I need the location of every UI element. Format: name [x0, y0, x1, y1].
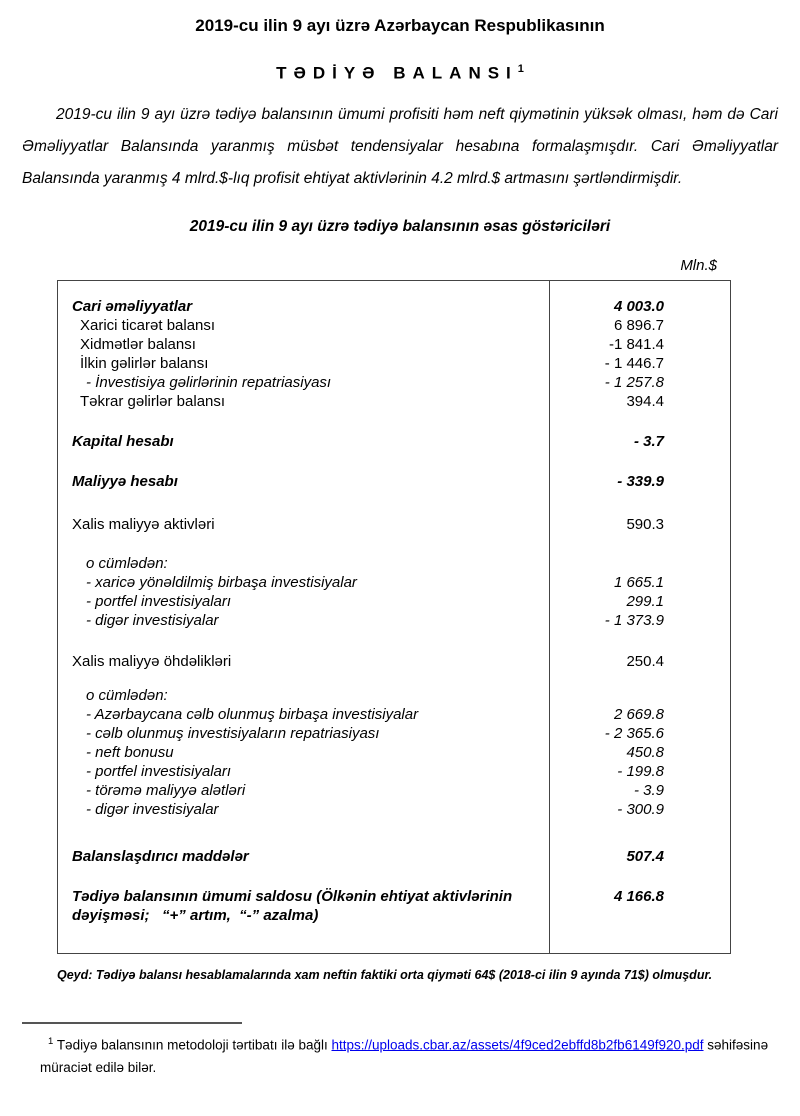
footnote-link[interactable]: https://uploads.cbar.az/assets/4f9ced2ebffd8b2fb6149f920.pdf — [331, 1037, 704, 1053]
page-subtitle — [0, 63, 800, 84]
balance-table — [57, 280, 731, 954]
table-row — [58, 743, 730, 762]
table-row — [58, 472, 730, 491]
table-spacer — [58, 451, 730, 472]
footnote-separator — [22, 1022, 242, 1024]
row-value: - 199.8 — [617, 762, 664, 780]
table-row — [58, 887, 730, 953]
row-value: 507.4 — [626, 847, 664, 865]
table-spacer — [58, 866, 730, 887]
table-row — [58, 652, 730, 671]
row-label: Cari əməliyyatlar — [58, 281, 550, 316]
table-row — [58, 335, 730, 354]
spacer-label-cell — [58, 411, 550, 432]
row-label: - digər investisiyalar — [58, 800, 550, 819]
table-row — [58, 847, 730, 866]
intro-paragraph: 2019-cu ilin 9 ayı üzrə tədiyə balansının ümumi profisiti həm neft qiymətinin yüksək olması, həm də Cari Əməliyyatlar Balansında yaranmış müsbət tendensiyalar hesabına formalaşmışdır. Cari Əməliyyatlar Balansında yaranmış 4 mlrd.$-lıq profisit ehtiyat aktivlərinin 4.2 mlrd.$ artmasını şərtləndirmişdir. — [22, 105, 778, 187]
table-row — [58, 554, 730, 573]
note-text: Qeyd: Tədiyə balansı hesablamalarında xam neftin faktiki orta qiyməti 64$ (2018-ci ilin 9 ayında 71$) olmuşdur. — [57, 967, 713, 982]
row-value: 6 896.7 — [613, 316, 664, 334]
title-footnote-ref: 1 — [517, 63, 524, 75]
row-value: -1 841.4 — [608, 335, 664, 353]
row-value: 1 665.1 — [613, 573, 664, 591]
row-value — [550, 554, 730, 573]
row-label: - portfel investisiyaları — [58, 762, 550, 781]
spacer-label-cell — [58, 534, 550, 554]
spacer-value-cell — [550, 534, 730, 554]
table-row — [58, 686, 730, 705]
footnote-line — [40, 1030, 770, 1080]
row-label: - digər investisiyalar — [58, 611, 550, 630]
table-spacer — [58, 491, 730, 515]
row-label: Xalis maliyyə aktivləri — [58, 515, 550, 534]
row-value: - 300.9 — [617, 800, 664, 818]
row-label: Balanslaşdırıcı maddələr — [58, 847, 550, 866]
row-label: Xarici ticarət balansı — [58, 316, 550, 335]
footnote-ref: 1 — [48, 1035, 54, 1047]
table-row — [58, 515, 730, 534]
row-label: - xaricə yönəldilmiş birbaşa investisiyalar — [58, 573, 550, 592]
row-label: Kapital hesabı — [58, 432, 550, 451]
table-row — [58, 705, 730, 724]
spacer-value-cell — [550, 866, 730, 887]
spacer-label-cell — [58, 866, 550, 887]
row-value: - 2 365.6 — [604, 724, 664, 742]
spacer-value-cell — [550, 411, 730, 432]
spacer-value-cell — [550, 819, 730, 847]
row-label: - İnvestisiya gəlirlərinin repatriasiyası — [58, 373, 550, 392]
row-value: 4 003.0 — [613, 297, 664, 315]
table-row — [58, 592, 730, 611]
table-row — [58, 781, 730, 800]
row-value: 250.4 — [626, 652, 664, 670]
table-row — [58, 316, 730, 335]
row-value: 450.8 — [626, 743, 664, 761]
row-value: 4 166.8 — [613, 887, 664, 905]
footnote — [40, 1030, 770, 1080]
spacer-label-cell — [58, 671, 550, 686]
table-row — [58, 373, 730, 392]
spacer-value-cell — [550, 491, 730, 515]
spacer-value-cell — [550, 671, 730, 686]
footnote-text-after: səhifəsinə müraciət edilə bilər. — [40, 1037, 769, 1076]
row-label: - Azərbaycana cəlb olunmuş birbaşa investisiyalar — [58, 705, 550, 724]
row-label: Maliyyə hesabı — [58, 472, 550, 491]
table-row — [58, 611, 730, 630]
table-row — [58, 281, 730, 316]
table-row — [58, 724, 730, 743]
row-label: Xidmətlər balansı — [58, 335, 550, 354]
spacer-label-cell — [58, 451, 550, 472]
row-value: - 339.9 — [617, 472, 664, 490]
table-row — [58, 800, 730, 819]
row-label: İlkin gəlirlər balansı — [58, 354, 550, 373]
row-label: o cümlədən: — [58, 686, 550, 705]
spacer-label-cell — [58, 491, 550, 515]
row-label: - neft bonusu — [58, 743, 550, 762]
table-row — [58, 762, 730, 781]
table-row — [58, 432, 730, 451]
footnote-text-before: Tədiyə balansının metodoloji tərtibatı ilə bağlı — [56, 1037, 332, 1053]
page-title: 2019-cu ilin 9 ayı üzrə Azərbaycan Respublikasının — [195, 16, 605, 35]
row-value: - 1 373.9 — [604, 611, 664, 629]
table-spacer — [58, 534, 730, 554]
spacer-value-cell — [550, 630, 730, 652]
spacer-value-cell — [550, 451, 730, 472]
row-value: - 1 446.7 — [604, 354, 664, 372]
table-title: 2019-cu ilin 9 ayı üzrə tədiyə balansının əsas göstəriciləri — [189, 217, 611, 235]
row-value: - 3.7 — [633, 432, 664, 450]
row-value: 590.3 — [626, 515, 664, 533]
table-spacer — [58, 671, 730, 686]
row-label: - cəlb olunmuş investisiyaların repatriasiyası — [58, 724, 550, 743]
row-label: o cümlədən: — [58, 554, 550, 573]
row-value — [550, 686, 730, 705]
unit-label: Mln.$ — [680, 256, 717, 274]
table-spacer — [58, 630, 730, 652]
row-value: 394.4 — [626, 392, 664, 410]
spacer-label-cell — [58, 630, 550, 652]
row-label: - törəmə maliyyə alətləri — [58, 781, 550, 800]
row-label: Tədiyə balansının ümumi saldosu (Ölkənin ehtiyat aktivlərinin dəyişməsi; “+” artım, “-” azalma) — [58, 887, 550, 953]
row-value: 299.1 — [626, 592, 664, 610]
row-value: 2 669.8 — [613, 705, 664, 723]
table-row — [58, 392, 730, 411]
row-label: - portfel investisiyaları — [58, 592, 550, 611]
row-value: - 1 257.8 — [604, 373, 664, 391]
table-row — [58, 354, 730, 373]
row-value: - 3.9 — [633, 781, 664, 799]
row-label: Təkrar gəlirlər balansı — [58, 392, 550, 411]
table-spacer — [58, 411, 730, 432]
table-row — [58, 573, 730, 592]
spacer-label-cell — [58, 819, 550, 847]
row-label: Xalis maliyyə öhdəlikləri — [58, 652, 550, 671]
subtitle-text: TƏDİYƏ BALANSI — [276, 63, 518, 83]
table-spacer — [58, 819, 730, 847]
